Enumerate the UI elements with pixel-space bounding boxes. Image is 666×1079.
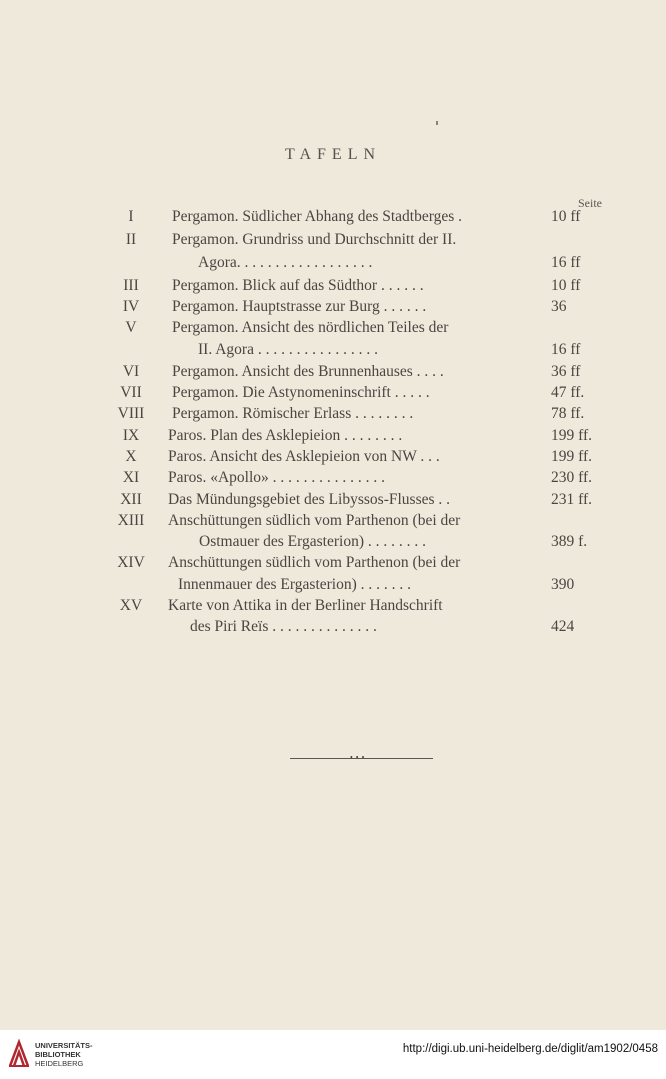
plate-title-continued: II. Agora . . . . . . . . . . . . . . . .	[198, 341, 378, 358]
plate-title-continued: des Piri Reïs . . . . . . . . . . . . . .	[190, 618, 377, 635]
plate-title: Pergamon. Südlicher Abhang des Stadtberges .	[172, 208, 463, 225]
library-name-line: BIBLIOTHEK	[35, 1050, 81, 1059]
library-name-line: HEIDELBERG	[35, 1059, 84, 1068]
plate-title: Pergamon. Grundriss und Durchschnitt der II.	[172, 231, 457, 248]
seite-column-header: Seite	[578, 196, 602, 210]
plate-page: 389 f.	[551, 533, 588, 550]
plate-title: Karte von Attika in der Berliner Handschrift	[168, 597, 443, 614]
plate-title: Pergamon. Ansicht des Brunnenhauses . . . .	[172, 363, 444, 380]
plate-title: Paros. «Apollo» . . . . . . . . . . . . . . .	[168, 469, 385, 486]
plate-page: 199 ff.	[551, 427, 593, 444]
plate-page: 199 ff.	[551, 448, 593, 465]
plate-page: 10 ff	[551, 208, 581, 225]
plate-title: Pergamon. Die Astynomeninschrift . . . . .	[172, 384, 430, 401]
plate-page: 47 ff.	[551, 384, 585, 401]
plate-number: III	[123, 277, 139, 294]
plate-title: Anschüttungen südlich vom Parthenon (bei der	[168, 554, 461, 571]
plate-page: 36	[551, 298, 567, 315]
digitization-footer	[0, 1030, 666, 1079]
plate-number: XI	[122, 469, 140, 486]
plate-page: 16 ff	[551, 254, 581, 271]
plate-number: XIII	[117, 512, 145, 529]
plate-title-continued: Agora. . . . . . . . . . . . . . . . . .	[198, 254, 373, 271]
ink-speck	[436, 121, 438, 125]
plate-number: X	[125, 448, 137, 465]
plate-number: VIII	[117, 405, 145, 422]
source-url-link[interactable]: http://digi.ub.uni-heidelberg.de/diglit/am1902/0458	[402, 1043, 658, 1055]
plate-page: 36 ff	[551, 363, 581, 380]
plate-title: Anschüttungen südlich vom Parthenon (bei der	[168, 512, 461, 529]
plate-page: 78 ff.	[551, 405, 585, 422]
library-name-line: UNIVERSITÄTS-	[35, 1041, 93, 1050]
plate-page: 10 ff	[551, 277, 581, 294]
plate-page: 424	[551, 618, 575, 635]
plate-title: Paros. Plan des Asklepieion . . . . . . . .	[168, 427, 403, 444]
plate-number: V	[125, 319, 137, 336]
plate-number: I	[128, 208, 134, 225]
plate-number: XII	[120, 491, 142, 508]
plate-number: IV	[122, 298, 140, 315]
plate-page: 16 ff	[551, 341, 581, 358]
plate-number: VII	[120, 384, 142, 401]
plate-number: VI	[122, 363, 140, 380]
plate-number: II	[125, 231, 137, 248]
plate-title: Pergamon. Blick auf das Südthor . . . . . .	[172, 277, 424, 294]
plate-page: 231 ff.	[551, 491, 593, 508]
plate-title-continued: Innenmauer des Ergasterion) . . . . . . .	[178, 576, 412, 593]
plate-page: 230 ff.	[551, 469, 593, 486]
divider-ornament: •••	[350, 753, 368, 762]
plate-title: Pergamon. Römischer Erlass . . . . . . . .	[172, 405, 414, 422]
plate-title: Das Mündungsgebiet des Libyssos-Flusses . .	[168, 491, 451, 508]
university-library-logo-icon	[8, 1038, 30, 1068]
plate-number: XV	[119, 597, 143, 614]
plate-title: Pergamon. Hauptstrasse zur Burg . . . . . .	[172, 298, 427, 315]
plate-number: IX	[122, 427, 140, 444]
plate-page: 390	[551, 576, 575, 593]
plate-number: XIV	[117, 554, 145, 571]
page-title: TAFELN	[284, 146, 382, 163]
plate-title-continued: Ostmauer des Ergasterion) . . . . . . . .	[199, 533, 426, 550]
plate-title: Pergamon. Ansicht des nördlichen Teiles der	[172, 319, 449, 336]
plate-title: Paros. Ansicht des Asklepieion von NW . . .	[168, 448, 440, 465]
library-name	[35, 1041, 93, 1068]
